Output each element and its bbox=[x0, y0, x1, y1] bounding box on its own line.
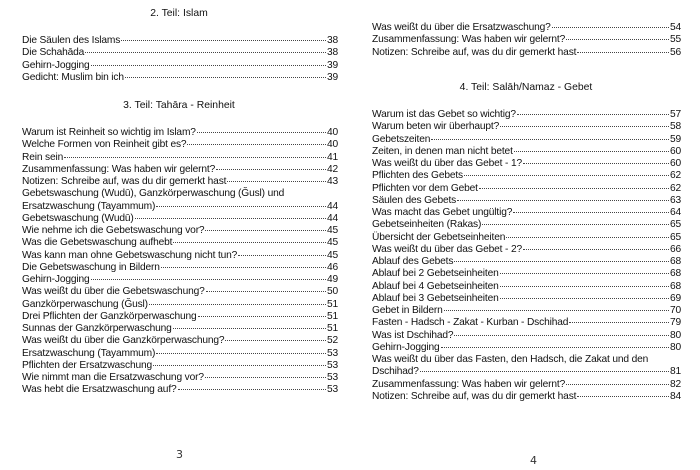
toc-entry-label: Warum beten wir überhaupt? bbox=[372, 121, 500, 133]
toc-entry-page-number: 40 bbox=[326, 127, 338, 138]
toc-entry-page-number: 79 bbox=[669, 317, 681, 329]
dot-leader bbox=[454, 261, 669, 262]
toc-entry-page-number: 57 bbox=[669, 109, 681, 120]
dot-leader bbox=[197, 132, 326, 133]
toc-entry-label: Die Gebetswaschung in Bildern bbox=[22, 261, 160, 273]
toc-entry-label: Säulen des Gebets bbox=[372, 194, 457, 206]
toc-entry[interactable] bbox=[22, 237, 338, 249]
toc-entry-page-number: 41 bbox=[326, 151, 338, 163]
toc-entry-label: Was weißt du über die Gebetswaschung? bbox=[22, 286, 205, 298]
toc-entry-page-number: 64 bbox=[669, 207, 681, 218]
toc-entry[interactable] bbox=[372, 47, 681, 59]
toc-entry[interactable] bbox=[372, 391, 681, 403]
toc-entry-label: Was weißt du über die Ganzkörperwaschung? bbox=[22, 335, 225, 347]
dot-leader bbox=[225, 340, 326, 341]
dot-leader bbox=[187, 144, 326, 145]
dot-leader bbox=[156, 206, 326, 207]
toc-entry-label: Zusammenfassung: Was haben wir gelernt? bbox=[22, 163, 216, 175]
toc-entry-page-number: 84 bbox=[669, 390, 681, 402]
toc-list-continued bbox=[372, 22, 681, 59]
dot-leader bbox=[135, 218, 326, 219]
dot-leader bbox=[500, 273, 669, 274]
toc-entry-page-number: 70 bbox=[669, 305, 681, 316]
toc-entry-page-number: 68 bbox=[669, 280, 681, 292]
toc-entry-page-number: 39 bbox=[326, 71, 338, 83]
toc-entry-page-number: 54 bbox=[669, 22, 681, 33]
toc-entry-page-number: 58 bbox=[669, 121, 681, 133]
toc-entry-label: Ablauf bei 4 Gebetseinheiten bbox=[372, 280, 499, 292]
toc-entry-page-number: 66 bbox=[669, 243, 681, 255]
toc-entry[interactable] bbox=[372, 146, 681, 158]
toc-entry-label: Übersicht der Gebetseinheiten bbox=[372, 231, 506, 243]
toc-entry-label: Was macht das Gebet ungültig? bbox=[372, 207, 513, 218]
toc-entry[interactable] bbox=[372, 342, 681, 354]
toc-entry[interactable] bbox=[22, 299, 338, 311]
toc-entry-label: Drei Pflichten der Ganzkörperwaschung bbox=[22, 310, 197, 322]
toc-entry-label: Was weißt du über das Gebet - 2? bbox=[372, 243, 522, 255]
toc-entry[interactable] bbox=[22, 262, 338, 274]
dot-leader bbox=[420, 371, 669, 372]
dot-leader bbox=[153, 365, 326, 366]
toc-entry-label: Die Säulen des Islams bbox=[22, 35, 121, 46]
dot-leader bbox=[91, 279, 326, 280]
toc-entry-page-number: 65 bbox=[669, 231, 681, 243]
toc-entry[interactable] bbox=[22, 360, 338, 372]
dot-leader bbox=[121, 40, 326, 41]
dot-leader bbox=[238, 255, 326, 256]
toc-entry-label: Gehirn-Jogging bbox=[22, 274, 90, 285]
toc-entry-label-line1: Gebetswaschung (Wudū), Ganzkörperwaschung (Ğusl) und bbox=[22, 188, 285, 200]
dot-leader bbox=[178, 389, 326, 390]
toc-entry-label: Pflichten der Ersatzwaschung bbox=[22, 359, 153, 371]
toc-entry[interactable] bbox=[372, 305, 681, 317]
toc-entry-label: Ablauf bei 2 Gebetseinheiten bbox=[372, 268, 499, 280]
toc-entry[interactable] bbox=[22, 188, 338, 213]
toc-entry-page-number: 53 bbox=[326, 372, 338, 383]
toc-entry-page-number: 45 bbox=[326, 237, 338, 249]
toc-entry[interactable] bbox=[22, 164, 338, 176]
toc-entry-label: Was hebt die Ersatzwaschung auf? bbox=[22, 384, 177, 396]
toc-entry-page-number: 60 bbox=[669, 145, 681, 157]
toc-entry-label: Was weißt du über die Ersatzwaschung? bbox=[372, 22, 551, 33]
toc-entry-page-number: 53 bbox=[326, 359, 338, 371]
toc-entry[interactable] bbox=[22, 47, 338, 59]
toc-entry-label: Fasten - Hadsch - Zakat - Kurban - Dschihad bbox=[372, 317, 569, 329]
toc-entry-page-number: 68 bbox=[669, 268, 681, 280]
toc-entry-page-number: 56 bbox=[669, 46, 681, 58]
dot-leader bbox=[216, 169, 326, 170]
toc-list-salah bbox=[372, 109, 681, 403]
toc-entry-label: Die Schahāda bbox=[22, 47, 85, 59]
toc-entry-page-number: 53 bbox=[326, 347, 338, 359]
toc-entry-page-number: 39 bbox=[326, 59, 338, 71]
dot-leader bbox=[173, 328, 326, 329]
toc-entry[interactable] bbox=[372, 354, 681, 379]
dot-leader bbox=[205, 377, 326, 378]
toc-entry-label: Zusammenfassung: Was haben wir gelernt? bbox=[372, 34, 566, 46]
section-title-salah: 4. Teil: Salāh/Namaz - Gebet bbox=[459, 82, 593, 93]
toc-entry[interactable] bbox=[372, 330, 681, 342]
toc-entry-page-number: 63 bbox=[669, 194, 681, 206]
toc-entry-page-number: 50 bbox=[326, 286, 338, 298]
dot-leader bbox=[227, 181, 326, 182]
toc-entry-page-number: 51 bbox=[326, 310, 338, 322]
toc-entry-label: Gebet in Bildern bbox=[372, 305, 443, 316]
toc-entry[interactable] bbox=[22, 348, 338, 360]
toc-entry-label: Was weißt du über das Gebet - 1? bbox=[372, 158, 522, 169]
toc-entry[interactable] bbox=[22, 139, 338, 151]
toc-entry-label: Was kann man ohne Gebetswaschung nicht tun? bbox=[22, 249, 238, 261]
toc-entry-page-number: 45 bbox=[326, 225, 338, 236]
toc-entry-page-number: 55 bbox=[669, 34, 681, 46]
page-number: 3 bbox=[176, 448, 183, 461]
toc-entry-page-number: 49 bbox=[326, 274, 338, 285]
dot-leader bbox=[517, 114, 669, 115]
dot-leader bbox=[479, 188, 669, 189]
toc-entry-label: Notizen: Schreibe auf, was du dir gemerkt hast bbox=[22, 176, 227, 187]
dot-leader bbox=[523, 249, 669, 250]
toc-entry[interactable] bbox=[372, 317, 681, 329]
toc-entry[interactable] bbox=[372, 183, 681, 195]
toc-entry-label: Zusammenfassung: Was haben wir gelernt? bbox=[372, 378, 566, 390]
dot-leader bbox=[513, 212, 669, 213]
toc-entry[interactable] bbox=[22, 176, 338, 188]
toc-entry[interactable] bbox=[372, 134, 681, 146]
toc-entry-page-number: 65 bbox=[669, 219, 681, 231]
toc-entry[interactable] bbox=[372, 293, 681, 305]
dot-leader bbox=[173, 242, 326, 243]
dot-leader bbox=[506, 237, 669, 238]
dot-leader bbox=[161, 267, 326, 268]
dot-leader bbox=[444, 310, 669, 311]
toc-entry-page-number: 45 bbox=[326, 249, 338, 261]
toc-entry-page-number: 52 bbox=[326, 335, 338, 347]
dot-leader bbox=[198, 316, 326, 317]
toc-entry[interactable] bbox=[372, 22, 681, 34]
toc-entry-label: Gehirn-Jogging bbox=[22, 59, 90, 71]
toc-entry[interactable] bbox=[22, 323, 338, 335]
toc-entry[interactable] bbox=[372, 207, 681, 219]
toc-entry-page-number: 51 bbox=[326, 298, 338, 310]
toc-entry[interactable] bbox=[22, 335, 338, 347]
dot-leader bbox=[156, 353, 326, 354]
dot-leader bbox=[454, 335, 669, 336]
toc-entry-label: Sunnas der Ganzkörperwaschung bbox=[22, 323, 172, 334]
toc-entry-page-number: 43 bbox=[326, 176, 338, 187]
toc-entry-label: Welche Formen von Reinheit gibt es? bbox=[22, 139, 187, 151]
dot-leader bbox=[566, 384, 669, 385]
toc-entry[interactable] bbox=[22, 225, 338, 237]
toc-entry-label: Ablauf des Gebets bbox=[372, 256, 454, 267]
toc-entry-page-number: 44 bbox=[326, 212, 338, 224]
dot-leader bbox=[431, 139, 669, 140]
toc-entry[interactable] bbox=[372, 121, 681, 133]
toc-entry[interactable] bbox=[372, 109, 681, 121]
dot-leader bbox=[206, 291, 326, 292]
right-page bbox=[350, 0, 700, 470]
toc-entry[interactable] bbox=[372, 232, 681, 244]
page-number: 4 bbox=[530, 454, 537, 467]
toc-entry-label: Gehirn-Jogging bbox=[372, 341, 440, 353]
toc-entry-label: Gebetszeiten bbox=[372, 133, 431, 145]
toc-entry-label: Ersatzwaschung (Tayammum) bbox=[22, 200, 156, 212]
toc-entry-label: Wie nimmt man die Ersatzwaschung vor? bbox=[22, 372, 204, 383]
toc-entry-page-number: 42 bbox=[326, 163, 338, 175]
dot-leader bbox=[482, 224, 669, 225]
toc-entry-label: Gebetswaschung (Wudū) bbox=[22, 212, 134, 224]
toc-entry-page-number: 69 bbox=[669, 292, 681, 304]
toc-entry-page-number: 60 bbox=[669, 158, 681, 169]
dot-leader bbox=[457, 200, 669, 201]
toc-entry-label-line1: Was weißt du über das Fasten, den Hadsch, die Zakat und den bbox=[372, 354, 649, 365]
toc-entry[interactable] bbox=[372, 244, 681, 256]
toc-entry[interactable] bbox=[22, 274, 338, 286]
dot-leader bbox=[569, 322, 669, 323]
toc-entry[interactable] bbox=[372, 379, 681, 391]
section-title-islam: 2. Teil: Islam bbox=[150, 8, 208, 19]
toc-entry-label: Ganzkörperwaschung (Ğusl) bbox=[22, 298, 148, 310]
toc-entry[interactable] bbox=[22, 152, 338, 164]
toc-entry-page-number: 62 bbox=[669, 182, 681, 194]
toc-entry-page-number: 62 bbox=[669, 170, 681, 182]
dot-leader bbox=[500, 126, 669, 127]
toc-entry-label: Zeiten, in denen man nicht betet bbox=[372, 145, 513, 157]
toc-entry-page-number: 53 bbox=[326, 384, 338, 396]
toc-entry-page-number: 40 bbox=[326, 139, 338, 151]
dot-leader bbox=[500, 298, 669, 299]
toc-entry[interactable] bbox=[22, 60, 338, 72]
dot-leader bbox=[577, 52, 669, 53]
dot-leader bbox=[514, 151, 669, 152]
dot-leader bbox=[125, 77, 326, 78]
dot-leader bbox=[523, 163, 669, 164]
toc-list-islam bbox=[22, 35, 338, 84]
toc-entry-page-number: 59 bbox=[669, 133, 681, 145]
dot-leader bbox=[149, 304, 326, 305]
dot-leader bbox=[464, 175, 669, 176]
toc-entry-label: Notizen: Schreibe auf, was du dir gemerkt hast bbox=[372, 46, 577, 58]
toc-entry[interactable] bbox=[22, 35, 338, 47]
toc-entry[interactable] bbox=[372, 268, 681, 280]
dot-leader bbox=[552, 27, 669, 28]
toc-entry[interactable] bbox=[372, 219, 681, 231]
toc-entry[interactable] bbox=[22, 286, 338, 298]
toc-entry[interactable] bbox=[22, 250, 338, 262]
toc-entry[interactable] bbox=[22, 127, 338, 139]
dot-leader bbox=[577, 396, 669, 397]
section-title-tahara: 3. Teil: Tahāra - Reinheit bbox=[123, 100, 235, 111]
toc-entry-page-number: 82 bbox=[669, 378, 681, 390]
toc-entry-label: Notizen: Schreibe auf, was du dir gemerkt hast bbox=[372, 390, 577, 402]
toc-entry[interactable] bbox=[22, 372, 338, 384]
toc-entry-page-number: 46 bbox=[326, 261, 338, 273]
toc-entry[interactable] bbox=[372, 281, 681, 293]
toc-entry[interactable] bbox=[372, 34, 681, 46]
toc-entry[interactable] bbox=[22, 311, 338, 323]
toc-entry[interactable] bbox=[372, 170, 681, 182]
toc-entry-page-number: 38 bbox=[326, 35, 338, 46]
toc-entry[interactable] bbox=[372, 195, 681, 207]
toc-entry-label: Wie nehme ich die Gebetswaschung vor? bbox=[22, 225, 205, 236]
toc-entry-page-number: 80 bbox=[669, 341, 681, 353]
toc-entry-label: Ablauf bei 3 Gebetseinheiten bbox=[372, 292, 499, 304]
toc-entry-label: Dschihad? bbox=[372, 366, 419, 378]
toc-entry[interactable] bbox=[22, 384, 338, 396]
toc-entry-label: Pflichten vor dem Gebet bbox=[372, 182, 478, 194]
toc-entry[interactable] bbox=[22, 72, 338, 84]
toc-entry-label: Ersatzwaschung (Tayammum) bbox=[22, 347, 156, 359]
toc-entry[interactable] bbox=[372, 158, 681, 170]
dot-leader bbox=[566, 39, 669, 40]
toc-entry-label: Gedicht: Muslim bin ich bbox=[22, 71, 124, 83]
dot-leader bbox=[441, 347, 669, 348]
dot-leader bbox=[64, 157, 326, 158]
toc-entry-page-number: 44 bbox=[326, 200, 338, 212]
toc-entry-label: Pflichten des Gebets bbox=[372, 170, 464, 182]
toc-entry[interactable] bbox=[22, 213, 338, 225]
toc-list-tahara bbox=[22, 127, 338, 397]
toc-entry-page-number: 68 bbox=[669, 256, 681, 267]
dot-leader bbox=[205, 230, 326, 231]
toc-entry-page-number: 81 bbox=[669, 366, 681, 378]
toc-entry-label: Warum ist das Gebet so wichtig? bbox=[372, 109, 516, 120]
toc-entry-label: Warum ist Reinheit so wichtig im Islam? bbox=[22, 127, 196, 138]
dot-leader bbox=[91, 65, 326, 66]
dot-leader bbox=[500, 286, 669, 287]
toc-entry-page-number: 38 bbox=[326, 47, 338, 59]
toc-entry-label: Gebetseinheiten (Rakas) bbox=[372, 219, 482, 231]
toc-entry-label: Was ist Dschihad? bbox=[372, 329, 454, 341]
toc-entry[interactable] bbox=[372, 256, 681, 268]
toc-entry-label: Was die Gebetswaschung aufhebt bbox=[22, 237, 173, 249]
toc-entry-page-number: 51 bbox=[326, 323, 338, 334]
toc-entry-label: Rein sein bbox=[22, 151, 64, 163]
dot-leader bbox=[85, 52, 326, 53]
toc-entry-page-number: 80 bbox=[669, 329, 681, 341]
